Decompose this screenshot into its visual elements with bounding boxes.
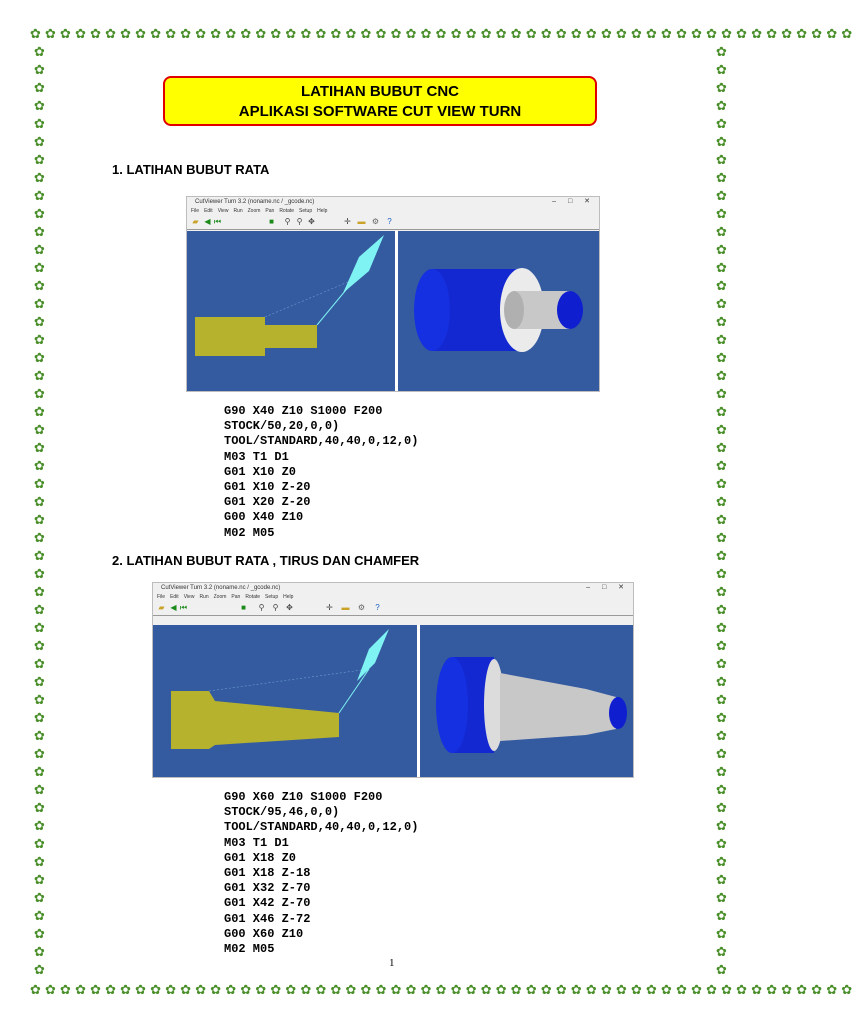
code-line: TOOL/STANDARD,40,40,0,12,0) [224, 434, 419, 449]
skip-back-icon[interactable]: ⏮ [213, 217, 222, 226]
menu-run[interactable]: Run [199, 594, 209, 600]
section-2-window-title: CutViewer Turn 3.2 (noname.nc / _gcode.nc) [161, 585, 281, 591]
rewind-icon[interactable]: ◀ [204, 217, 211, 226]
tool-icon[interactable]: ▬ [341, 603, 350, 612]
section-2-2d-drawing [153, 625, 417, 777]
settings-icon[interactable]: ⚙ [371, 217, 380, 226]
window-controls: – □ ✕ [552, 198, 595, 205]
tool-icon[interactable]: ▬ [357, 217, 366, 226]
title-line-1: LATIHAN BUBUT CNC [300, 83, 460, 100]
menu-zoom[interactable]: Zoom [247, 208, 261, 214]
page-border-left: ✿✿✿✿✿✿✿✿✿✿✿✿✿✿✿✿✿✿✿✿✿✿✿✿✿✿✿✿✿✿✿✿✿✿✿✿✿✿✿✿✿✿✿✿✿✿✿✿✿✿✿✿ [34, 45, 45, 978]
section-2-screenshot [152, 582, 634, 778]
section-1-2d-view [187, 231, 395, 391]
shaft-end [557, 291, 583, 329]
menu-view[interactable]: View [217, 208, 229, 214]
code-line: G90 X40 Z10 S1000 F200 [224, 404, 383, 418]
chuck-back [414, 269, 450, 351]
pan-icon[interactable]: ✥ [286, 603, 293, 612]
menu-rotate[interactable]: Rotate [279, 208, 295, 214]
code-line: G01 X42 Z-70 [224, 896, 311, 911]
section-2-3d-drawing [420, 625, 633, 777]
section-2-3d-view [420, 625, 633, 777]
settings-icon[interactable]: ⚙ [357, 603, 366, 612]
tool-insert [357, 629, 389, 681]
menu-edit[interactable]: Edit [204, 208, 213, 214]
section-1-window-title: CutViewer Turn 3.2 (noname.nc / _gcode.nc) [195, 199, 315, 205]
menu-pan[interactable]: Pan [231, 594, 241, 600]
help-icon[interactable]: ? [375, 603, 380, 612]
page-number: 1 [389, 957, 395, 969]
section-1-menubar [187, 207, 599, 215]
code-line: G01 X10 Z0 [224, 464, 297, 479]
pan-icon[interactable]: ✥ [308, 217, 315, 226]
section-2-heading: 2. LATIHAN BUBUT RATA , TIRUS DAN CHAMFER [112, 553, 420, 568]
title-line-2: APLIKASI SOFTWARE CUT VIEW TURN [238, 103, 522, 120]
menu-setup[interactable]: Setup [265, 594, 279, 600]
zoom-out-icon[interactable]: ⚲ [296, 217, 303, 226]
rewind-icon[interactable]: ◀ [170, 603, 177, 612]
menu-file[interactable]: File [157, 594, 166, 600]
code-line: TOOL/STANDARD,40,40,0,12,0) [224, 820, 419, 835]
zoom-in-icon[interactable]: ⚲ [258, 603, 265, 612]
play-icon[interactable]: ■ [241, 603, 246, 612]
open-file-icon[interactable]: ▰ [192, 217, 199, 226]
code-line: M03 T1 D1 [224, 835, 289, 850]
help-icon[interactable]: ? [387, 217, 392, 226]
menu-rotate[interactable]: Rotate [245, 594, 261, 600]
menu-zoom[interactable]: Zoom [213, 594, 227, 600]
code-line: G00 X40 Z10 [224, 510, 304, 525]
code-line: G00 X60 Z10 [224, 926, 304, 941]
section-1-screenshot [186, 196, 600, 392]
section-1-3d-drawing [398, 231, 599, 391]
shaft-taper [500, 673, 616, 741]
menu-run[interactable]: Run [233, 208, 243, 214]
rotate-icon[interactable]: ✛ [344, 217, 351, 226]
section-2-menubar [153, 593, 633, 601]
open-file-icon[interactable]: ▰ [158, 603, 165, 612]
zoom-out-icon[interactable]: ⚲ [272, 603, 279, 612]
menu-setup[interactable]: Setup [299, 208, 313, 214]
chuck-back [436, 657, 468, 753]
page-border-right: ✿✿✿✿✿✿✿✿✿✿✿✿✿✿✿✿✿✿✿✿✿✿✿✿✿✿✿✿✿✿✿✿✿✿✿✿✿✿✿✿✿✿✿✿✿✿✿✿✿✿✿✿ [716, 45, 727, 978]
section-1-3d-view [398, 231, 599, 391]
rapid-path-line [209, 669, 369, 691]
menu-file[interactable]: File [191, 208, 200, 214]
zoom-in-icon[interactable]: ⚲ [284, 217, 291, 226]
section-1-toolbar [187, 215, 599, 230]
skip-back-icon[interactable]: ⏮ [179, 603, 188, 612]
section-2-2d-view [153, 625, 417, 777]
play-icon[interactable]: ■ [269, 217, 274, 226]
workpiece-profile [171, 691, 339, 749]
section-1-2d-drawing [187, 231, 395, 391]
code-line: G01 X18 Z0 [224, 850, 297, 865]
shaft-end [609, 697, 627, 729]
rapid-path-line [265, 279, 355, 317]
tool-insert [343, 235, 384, 293]
menu-view[interactable]: View [183, 594, 195, 600]
code-line: STOCK/95,46,0,0) [224, 805, 340, 820]
code-line: G01 X32 Z-70 [224, 881, 311, 896]
menu-pan[interactable]: Pan [265, 208, 275, 214]
tool-path-line [339, 669, 369, 713]
page-border-bottom: ✿ ✿ ✿ ✿ ✿ ✿ ✿ ✿ ✿ ✿ ✿ ✿ ✿ ✿ ✿ ✿ ✿ ✿ ✿ ✿ ✿ ✿ ✿ ✿ ✿ ✿ ✿ ✿ ✿ ✿ ✿ ✿ ✿ ✿ ✿ ✿ ✿ ✿ ✿ ✿ ✿ ✿ ✿ ✿ ✿ ✿ ✿ ✿ ✿ ✿ ✿ ✿ ✿ ✿ ✿ [30, 983, 852, 998]
menu-help[interactable]: Help [317, 208, 328, 214]
menu-edit[interactable]: Edit [170, 594, 179, 600]
code-line: G01 X46 Z-72 [224, 911, 311, 926]
code-line: G90 X60 Z10 S1000 F200 [224, 790, 383, 804]
shaft-base [504, 291, 524, 329]
code-line: G01 X10 Z-20 [224, 480, 311, 495]
section-2-gcode [224, 790, 418, 957]
page-border-top: ✿ ✿ ✿ ✿ ✿ ✿ ✿ ✿ ✿ ✿ ✿ ✿ ✿ ✿ ✿ ✿ ✿ ✿ ✿ ✿ ✿ ✿ ✿ ✿ ✿ ✿ ✿ ✿ ✿ ✿ ✿ ✿ ✿ ✿ ✿ ✿ ✿ ✿ ✿ ✿ ✿ ✿ ✿ ✿ ✿ ✿ ✿ ✿ ✿ ✿ ✿ ✿ ✿ ✿ ✿ [30, 27, 852, 42]
menu-help[interactable]: Help [283, 594, 294, 600]
window-controls: – □ ✕ [586, 584, 629, 591]
section-1-heading: 1. LATIHAN BUBUT RATA [112, 162, 270, 177]
rotate-icon[interactable]: ✛ [326, 603, 333, 612]
code-line: M02 M05 [224, 942, 275, 957]
section-1-gcode [224, 404, 418, 541]
code-line: M03 T1 D1 [224, 449, 289, 464]
code-line: M02 M05 [224, 525, 275, 540]
code-line: STOCK/50,20,0,0) [224, 419, 340, 434]
code-line: G01 X20 Z-20 [224, 495, 311, 510]
code-line: G01 X18 Z-18 [224, 866, 311, 881]
section-2-toolbar [153, 601, 633, 616]
title-box [163, 76, 597, 126]
workpiece-profile [195, 317, 317, 356]
